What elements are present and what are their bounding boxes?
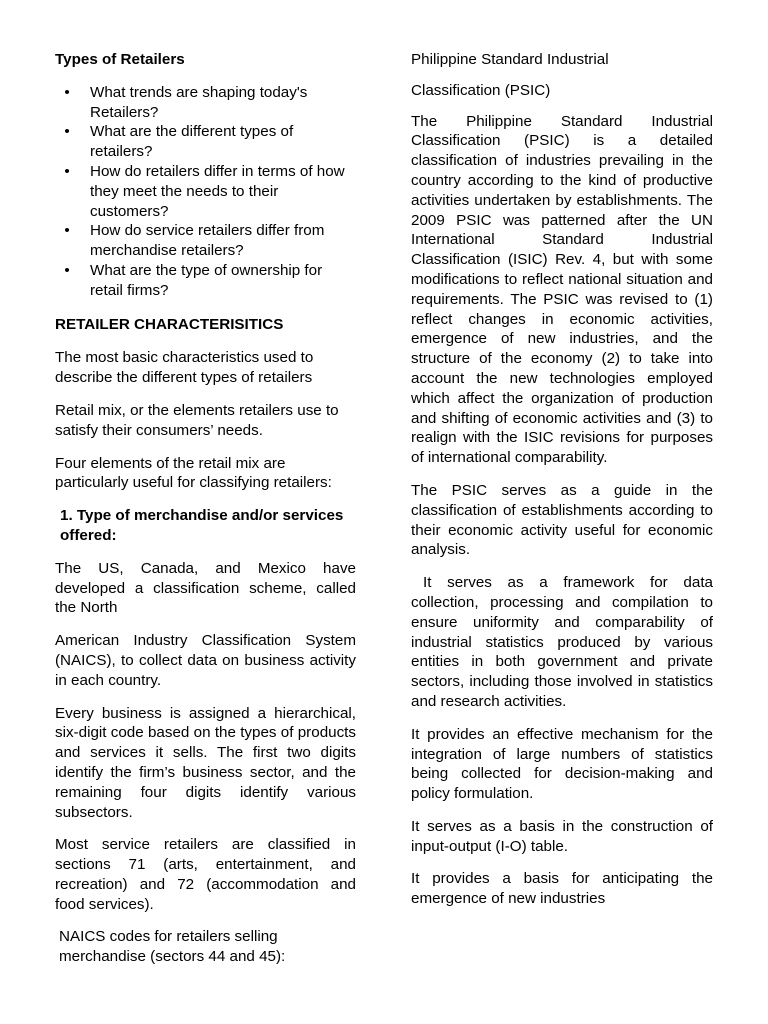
retailer-characteristics-heading: RETAILER CHARACTERISITICS	[55, 315, 284, 333]
types-of-retailers-title: Types of Retailers	[55, 51, 185, 68]
list-item: • What are the different types of retailers?	[55, 122, 356, 162]
paragraph: It provides a basis for anticipating the emergence of new industries	[411, 870, 713, 908]
left-column	[55, 50, 356, 967]
paragraph: The most basic characteristics used to describe the different types of retailers	[55, 349, 314, 387]
bullet-icon: •	[64, 162, 70, 180]
paragraph: American Industry Classification System (NAICS), to collect data on business activity in each country.	[55, 632, 356, 689]
list-item: • How do service retailers differ from merchandise retailers?	[55, 221, 356, 261]
paragraph: The PSIC serves as a guide in the classification of establishments according to their economic activity useful for economic analysis.	[411, 481, 713, 559]
paragraph: The US, Canada, and Mexico have developed a classification scheme, called the North	[55, 559, 356, 617]
paragraph: NAICS codes for retailers selling merchandise (sectors 44 and 45):	[59, 928, 286, 966]
paragraph: Most service retailers are classified in sections 71 (arts, entertainment, and recreation) and 72 (accommodation and food services).	[55, 836, 356, 913]
paragraph: It provides an effective mechanism for the integration of large numbers of statistics being collected for decision-making and policy formulation.	[411, 725, 713, 803]
bullet-icon: •	[64, 261, 70, 279]
bullet-icon: •	[64, 123, 70, 141]
paragraph: Every business is assigned a hierarchical, six-digit code based on the types of products and services it sells. The first two digits identify the firm’s business sector, and the remaining four digits identify various subsectors.	[55, 704, 356, 821]
merchandise-subheading: 1. Type of merchandise and/or services offered:	[60, 507, 344, 544]
bullet-icon: •	[64, 222, 70, 240]
paragraph: It serves as a basis in the construction of input-output (I-O) table.	[411, 817, 713, 855]
paragraph: The Philippine Standard Industrial Classification (PSIC) is a detailed classification of industries prevailing in the country according to the kind of productive activities undertaken by establishments. The 2009 PSIC was patterned after the UN International Standard Industrial Classification (ISIC) Rev. 4, but with some modifications to reflect national situation and requirements. The PSIC was revised to (1) reflect changes in economic activities, emergence of new industries, and the structure of the economy (2) to take into account the new technologies employed which affect the organization of production and shifting of economic activities and (3) to realign with the ISIC revisions for purposes of international comparability.	[411, 112, 713, 467]
psic-heading-line1: Philippine Standard Industrial	[411, 51, 609, 68]
paragraph: Retail mix, or the elements retailers use to satisfy their consumers’ needs.	[55, 401, 339, 439]
list-item: • What are the type of ownership for retail firms?	[55, 261, 356, 301]
paragraph: Four elements of the retail mix are particularly useful for classifying retailers:	[55, 454, 332, 492]
list-item: • What trends are shaping today's Retailers?	[55, 83, 356, 123]
bullet-icon: •	[64, 83, 70, 101]
psic-heading-line2: Classification (PSIC)	[411, 81, 551, 99]
questions-list	[55, 83, 356, 301]
right-column	[411, 50, 713, 922]
list-item: • How do retailers differ in terms of how they meet the needs to their customers?	[55, 162, 356, 221]
paragraph: It serves as a framework for data collection, processing and compilation to ensure uniformity and comparability of industrial statistics produced by various entities in both government and private sectors, including those involved in statistics and research activities.	[411, 574, 713, 710]
